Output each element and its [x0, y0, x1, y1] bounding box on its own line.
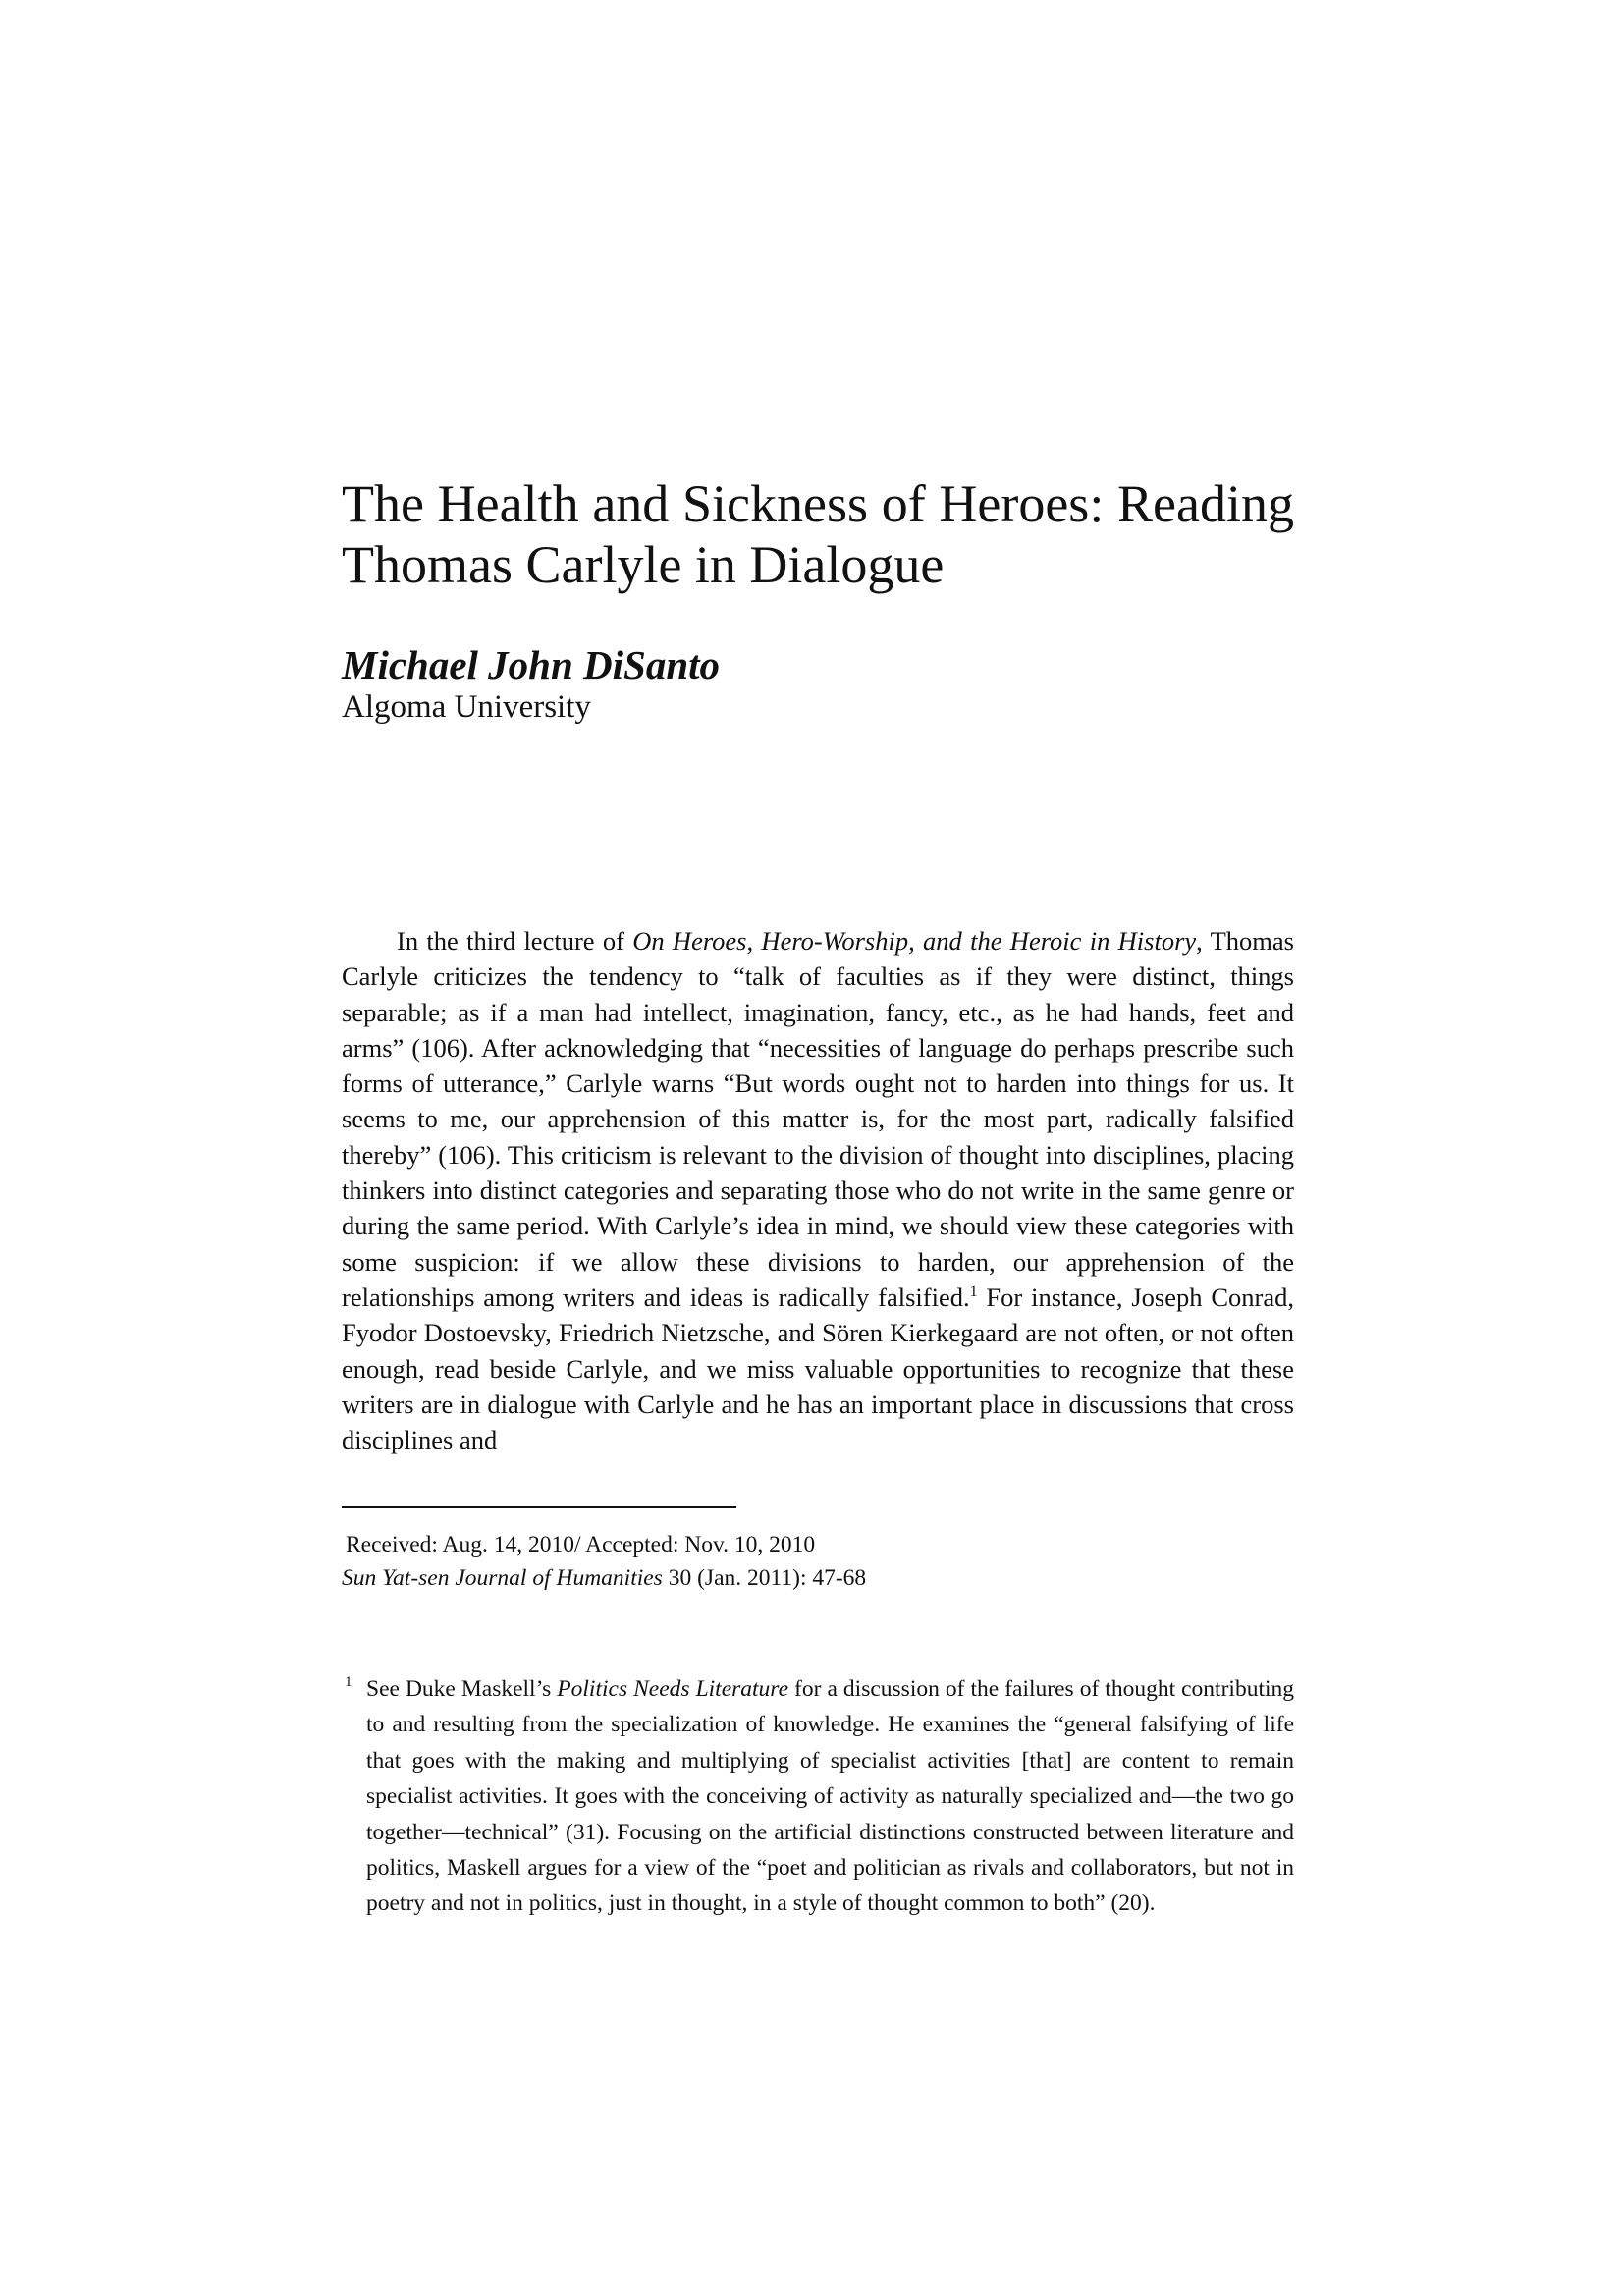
author-name: Michael John DiSanto [342, 642, 721, 687]
footnote-divider [342, 1506, 736, 1508]
journal-citation [342, 1562, 866, 1594]
footnote-mark: 1 [345, 1674, 352, 1690]
author-affiliation: Algoma University [342, 689, 591, 725]
book-title-on-heroes: On Heroes, Hero-Worship, and the Heroic in History [632, 926, 1197, 956]
footnote-text-after: for a discussion of the failures of thought contributing to and resulting from the specialization of knowledge. He examines the “general falsifying of life that goes with the making and multiplying of specialist activities [that] are content to remain specialist activities. It goes with the conceiving of activity as naturally specialized and—the two go together—technical” (31). Focusing on the artificial distinctions constructed between literature and politics, Maskell argues for a view of the “poet and politician as rivals and collaborators, but not in poetry and not in politics, just in thought, in a style of thought common to both” (20). [366, 1676, 1294, 1917]
body-paragraph [342, 923, 1294, 1457]
journal-details: 30 (Jan. 2011): 47-68 [662, 1565, 867, 1591]
body-continuation-text: For instance, Joseph Conrad, Fyodor Dostoevsky, Friedrich Nietzsche, and Sören Kierkegaard are not often, or not often enough, read beside Carlyle, and we miss valuable opportunities to recognize that these writers are in dialogue with Carlyle and he has an important place in discussions that cross disciplines and [342, 1282, 1294, 1455]
book-title-politics-needs-literature: Politics Needs Literature [557, 1676, 789, 1702]
article-title-line-1: The Health and Sickness of Heroes: Reading [342, 474, 1294, 533]
footnote-reference[interactable]: 1 [969, 1283, 978, 1300]
body-main-text: , Thomas Carlyle criticizes the tendency to “talk of faculties as if they were distinct, things separable; as if a man had intellect, imagination, fancy, etc., as he had hands, feet and arms” (106). After acknowledging that “necessities of language do perhaps prescribe such forms of utterance,” Carlyle warns “But words ought not to harden into things for us. It seems to me, our apprehension of this matter is, for the most part, radically falsified thereby” (106). This criticism is relevant to the division of thought into disciplines, placing thinkers into distinct categories and separating those who do not write in the same genre or during the same period. With Carlyle’s idea in mind, we should view these categories with some suspicion: if we allow these divisions to harden, our apprehension of the relationships among writers and ideas is radically falsified. [342, 926, 1294, 1312]
received-accepted-dates: Received: Aug. 14, 2010/ Accepted: Nov. 10, 2010 [346, 1532, 816, 1558]
footnote-1 [342, 1671, 1294, 1922]
body-intro-text: In the third lecture of [397, 926, 633, 956]
footnote-text-before: See Duke Maskell’s [366, 1676, 558, 1702]
article-title-line-2: Thomas Carlyle in Dialogue [342, 535, 945, 594]
journal-name: Sun Yat-sen Journal of Humanities [342, 1565, 663, 1591]
article-title [342, 473, 1294, 595]
